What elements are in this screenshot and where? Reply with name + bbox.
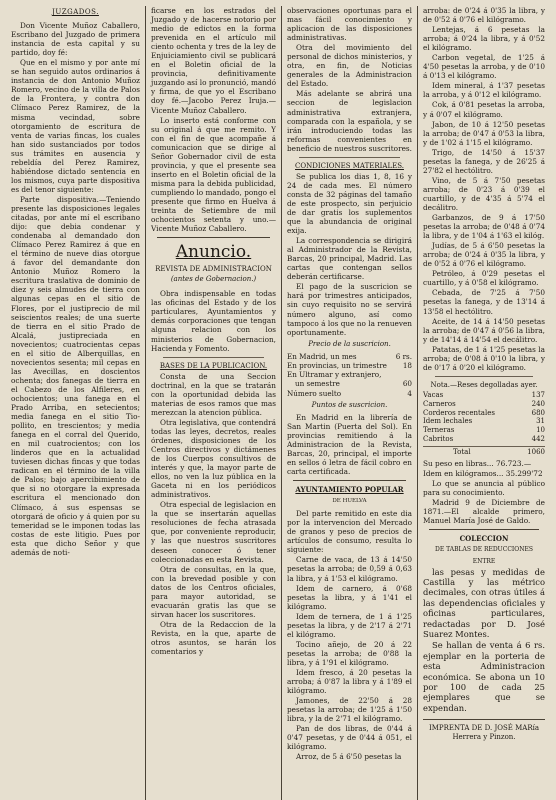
puntos-body: En Madrid en la librería de San Martin (Puerta del Sol). En provincias remitiendo á la Administracion de la Revista, Barcas, 20, principal, el importe en sellos ó letra de fácil cobro en carta certificada. — [287, 412, 412, 477]
reses-row: Corderos recentales 680 — [423, 408, 545, 417]
section-divider — [429, 529, 539, 530]
revista-body: Obra indispensable en todas las oficinas del Estado y de los particulares, Ayuntamientos y demás corporaciones que tengan alguna relacion con los ministerios de Gobernacion, Hacienda y Fomento. — [151, 289, 276, 353]
precio-row: En Madrid, un mes 6 rs. — [287, 351, 412, 361]
column-1 — [6, 6, 146, 800]
bases-paragraph: Otra de consultas, en la que, con la brevedad posible y con datos de los Centros oficiales, para mayor autoridad, se evacuarán gratis las que se sirvan hacer los suscritores. — [151, 564, 276, 619]
ayto-paragraph: Carne de vaca, de 13 á 14'50 pesetas la arroba; de 0,59 á 0,63 la libra, y á 1'53 el kilógramo. — [287, 555, 412, 583]
col1-paragraph: Que en el mismo y por ante mí se han seguido autos ordinarios á instancia de don Antonio Muñoz Romero, vecino de la villa de Palos de la Frontera, y contra don Clímaco Perez Ramirez, de la misma vecindad, sobre otorgamiento de escritura de venta de varias fincas, los cuales han sido sustanciados por todos sus trámites en ausencia y rebeldía del Perez Ramirez, habiéndose dictado sentencia en los mismos, cuya parte dispositiva es del tenor siguiente: — [11, 58, 140, 194]
bases-paragraph: Otra especial de legislacion en la que se insertarán aquellas resoluciones de fecha atrasada que, por conveniente reproducir, y las que nuestros suscritores deseen conocer ó tener coleccionadas en esta Revista. — [151, 500, 276, 564]
col4-paragraph: Cebada, de 7'25 á 7'50 pesetas la fanega, y de 13'14 á 13'58 el hectólitro. — [423, 288, 545, 316]
columns — [6, 6, 550, 800]
reses-row: Vacas 137 — [423, 390, 545, 399]
col4-paragraph: Cok, á 0'81 pesetas la arroba, y á 0'07 el kilógramo. — [423, 100, 545, 119]
section-divider — [293, 480, 406, 481]
ayto-paragraph: Idem fresco, á 20 pesetas la arroba; á 0'87 la libra y á 1'89 el kilógramo. — [287, 667, 412, 696]
col4-paragraph: Vino, de 5 á 7'50 pesetas arroba; de 0'23 á 0'39 el cuartillo, y de 4'35 á 5'74 el decálitro. — [423, 175, 545, 212]
reses-row: Terneras 10 — [423, 426, 545, 435]
col4-paragraph: Carbon vegetal, de 1'25 á 4'50 pesetas la arroba, y de 0'10 á 0'13 el kilógramo. — [423, 53, 545, 81]
ayto-paragraph: Pan de dos libras, de 0'44 á 0'47 pesetas, y de 0'44 á 051, el kilógramo. — [287, 724, 412, 752]
reses-row: Idem lechales 31 — [423, 417, 545, 426]
bases-paragraph: Otra legislativa, que contendrá todas las leyes, decretos, reales órdenes, disposiciones de los Centros directivos y dictámenes de los Cuerpos consultivos de interés y que, la mayor parte de ellos, no ven la luz pública en la Gaceta ni en los periódicos administrativos. — [151, 417, 276, 500]
weight-line: Idem en kilógramos... 35.299'72 — [423, 469, 543, 479]
coleccion-entre: ENTRE — [472, 557, 496, 565]
col4-paragraph: Patatas, de 1 á 1'25 pesetas la arroba; de 0'08 á 0'10 la libra, y de 0'17 á 0'20 el kilógramo. — [423, 344, 545, 372]
divider — [299, 157, 400, 158]
coleccion-body: las pesas y medidas de Castilla y las métrico decimales, con otras útiles á las dependencias oficiales y oficinas particulares, redactadas por D. José Suarez Montes. — [423, 566, 545, 639]
precio-list — [287, 352, 412, 398]
col4-paragraph: Garbanzos, de 9 á 17'50 pesetas la arroba; de 0'48 á 0'74 la libra, y de 1'04 á 1'63 el kilóg. — [423, 213, 545, 241]
precio-row: En provincias, un trimestre 18 — [287, 360, 412, 370]
revista-subtitle: (antes de Gobernacion.) — [170, 275, 257, 284]
reses-total-row: Total 1060 — [423, 446, 545, 457]
weight-line: Su peso en libras... 76.723.— — [423, 459, 532, 469]
reses-table — [423, 381, 545, 457]
divider — [163, 357, 264, 358]
closing-paragraph: Lo que se anuncia al público para su conocimiento. — [423, 479, 545, 498]
ayuntamiento-subtitle: DE HUELVA — [332, 498, 367, 505]
col4-paragraph: Petróleo, á 0'29 pesetas el cuartillo, y á 0'58 el kilógramo. — [423, 269, 545, 288]
col3-paragraph: observaciones oportunas para el mas fácil conocimiento y aplicacion de las disposiciones administrativas. — [287, 6, 412, 43]
juzgados-heading: JUZGADOS. — [52, 8, 99, 16]
ayto-paragraph: Arroz, de 5 á 6'50 pesetas la — [296, 752, 402, 762]
conditions-paragraph: El pago de la suscricion se hará por trimestres anticipados, sin cuyo requisito no se servirá número alguno, así como tampoco á los que no la renueven oportunamente. — [287, 282, 412, 337]
bases-title: BASES DE LA PUBLICACION. — [159, 361, 268, 370]
col3-paragraph: Más adelante se abrirá una seccion de legislacion administrativa extranjera, comparada con la española, y se irán introduciendo todas las reformas convenientes en beneficio de nuestros suscritores. — [287, 89, 412, 153]
col2-paragraph: ficarse en los estrados del Juzgado y de hacerse notorio por medio de edictos en la forma prevenida en el artículo mil ciento ochenta y tres de la ley de Enjuiciamiento civil se publicará en el Boletin oficial de la provincia, definitivamente juzgando así lo pronunció, mandó y firma, de que yo el Escribano doy fé.—Jacobo Perez Iruja.—Vicente Muñoz Caballero. — [151, 6, 276, 115]
col1-paragraph: Don Vicente Muñoz Caballero, Escribano del Juzgado de primera instancia de esta capital y su partido, doy fé: — [11, 21, 140, 58]
divider — [435, 376, 533, 377]
col4-paragraph: arroba: de 0'24 á 0'35 la libra, y de 0'52 á 0'76 el kilógramo. — [423, 6, 545, 25]
reses-row: Cabritos 442 — [423, 435, 545, 444]
column-2 — [146, 6, 282, 800]
revista-title: REVISTA DE ADMINISTRACION — [155, 265, 272, 274]
section-divider — [157, 237, 270, 238]
column-3 — [282, 6, 418, 800]
coleccion-subtitle: DE TABLAS DE REDUCCIONES — [435, 546, 533, 554]
puntos-title: Puntos de suscricion. — [311, 400, 388, 409]
ayto-paragraph: Jamones, de 22'50 á 28 pesetas la arroba; de 1'25 á 1'50 libra, y la de 2'71 el kilógramo. — [287, 696, 412, 724]
reses-row: Carneros 240 — [423, 399, 545, 408]
col4-paragraph: Jabon, de 10 á 12'50 pesetas la arroba; de 0'47 á 0'53 la libra, y de 1'02 á 1'15 el kilógramo. — [423, 119, 545, 147]
coleccion-title: COLECCION — [459, 534, 509, 544]
ayto-paragraph: Del parte remitido en este dia por la intervencion del Mercado de granos y peso de precios de artículos de consumo, resulta lo siguiente: — [287, 509, 412, 555]
col4-paragraph: Aceite, de 14 á 14'50 pesetas la arroba; de 0'47 á 0'56 la libra, y de 14'14 á 14'54 el decálitro. — [423, 316, 545, 344]
precio-row: un semestre 60 — [295, 379, 412, 389]
col4-paragraph: Judías, de 5 á 6'50 pesetas la arroba; de 0'24 á 0'35 la libra, y de 0'52 á 0'76 el kilógramo. — [423, 241, 545, 269]
precio-row: Número suelto 4 — [287, 388, 412, 398]
anuncio-heading: Anuncio. — [175, 242, 252, 263]
closing-paragraph: Madrid 9 de Diciembre de 1871.—El alcalde primero, Manuel María José de Galdo. — [423, 498, 545, 526]
ayuntamiento-title: AYUNTAMIENTO POPULAR — [295, 485, 404, 495]
bases-paragraph: Otra de la Redaccion de la Revista, en la que, aparte de otros asuntos, se harán los comentarios y — [151, 619, 276, 657]
col3-paragraph: Otra del movimiento del personal de dichos ministerios, y otra, en fin, de Noticias generales de la Administracion del Estado. — [287, 43, 412, 89]
precio-row: En Ultramar y extranjero, — [287, 370, 382, 380]
imprenta-footer: IMPRENTA DE D. JOSÉ MARía Herrera y Pinzon. — [423, 719, 545, 742]
column-4 — [418, 6, 550, 800]
reses-title: Nota.—Reses degolladas ayer. — [430, 380, 538, 389]
ayto-paragraph: Idem de ternera, de 1 á 1'25 pesetas la libra, y de 2'17 á 2'71 el kilógramo. — [287, 611, 412, 639]
conditions-paragraph: La correspondencia se dirigirá al Administrador de la Revista, Barcas, 20 principal, Madrid. Las cartas que contengan sellos deberán certificarse. — [287, 236, 412, 282]
col4-paragraph: Trigo, de 14'50 á 15'37 pesetas la fanega, y de 26'25 á 27'82 el hectólitro. — [423, 147, 545, 175]
ayto-paragraph: Idem de carnero, á 0'68 pesetas la libra, y á 1'41 el kilógramo. — [287, 583, 412, 611]
ayto-paragraph: Tocino añejo, de 20 á 22 pesetas la arroba; de 0'88 la libra, y á 1'91 el kilógramo. — [287, 639, 412, 667]
bases-paragraph: Consta de una Seccion doctrinal, en la que se tratarán con la oportunidad debida las materias de esos ramos que mas merezcan la atencion pública. — [151, 371, 276, 417]
col4-paragraph: Idem mineral, á 1'37 pesetas la arroba, y á 0'12 el kilógramo. — [423, 81, 545, 100]
conditions-paragraph: Se publica los dias 1, 8, 16 y 24 de cada mes. El número consta de 32 páginas del tamaño de este prospecto, sin perjuicio de dar gratis los suplementos que la abundancia de original exija. — [287, 171, 412, 236]
col4-paragraph: Lentejas, á 6 pesetas la arroba; á 0'24 la libra, y á 0'52 el kilógramo. — [423, 25, 545, 53]
precio-title: Precio de la suscricion. — [308, 339, 391, 348]
coleccion-body-2: Se hallan de venta á 6 rs. ejemplar en la porteria de esta Administracion económica. Se abona un 10 por 100 de cada 25 ejemplares que se expendan. — [423, 640, 545, 713]
conditions-title: CONDICIONES MATERIALES. — [295, 161, 404, 170]
col1-paragraph: Parte dispositiva.—Teniendo presente las disposiciones legales citadas, por ante mí el escribano dijo: que debia condenar y condenaba al demandado don Clímaco Perez Ramirez á que en el término de nueve dias otorgue á favor del demandante don Antonio Muñoz Romero la escritura traslativa de dominio de diez y seis almudes de tierra con algunas cepas en el sitio de Flores, por el justiprecio de mil seiscientos reales; de una suerte de tierra en el sitio Prado de Alcalá, justipreciada en novecientos; cuatrocientas cepas en el sitio de Alberquillas, en novecientos sesenta; mil cepas en las Avecillas, en doscientos ochenta; dos fanegas de tierra en el Cabezo de los Alfileres, en ochocientos; una fanega en el Prado Arriba, en setecientos; media fanega en el sitio Tio-pollito, en trescientos; y media fanega en el corral del Querido, en mil cuatrocientos; con los linderos que en la actualidad tuviesen dichas fincas y que todas radican en el término de la villa de Palos; bajo apercibimiento de que si no otorgare la expresada escritura el mencionado don Clímaco, á sus espensas se otorgará de oficio y á quien por su temeridad se le imponen todas las costas de este litigio. Pues por esta que dicho Señor y que además de noti- — [11, 194, 140, 557]
col2-paragraph: Lo inserto está conforme con su original á que me remito. Y con el fin de que acompañe á comunicacion que se dirige al Señor Gobernador civil de esta provincia, y que el presente sea inserto en el Boletin oficial de la misma para la debida publicidad, cumpliendo lo mandado, pongo el presente que firmo en Huelva á treinta de Setiembre de mil ochocientos setenta y uno.—Vicente Muñoz Caballero. — [151, 115, 276, 234]
